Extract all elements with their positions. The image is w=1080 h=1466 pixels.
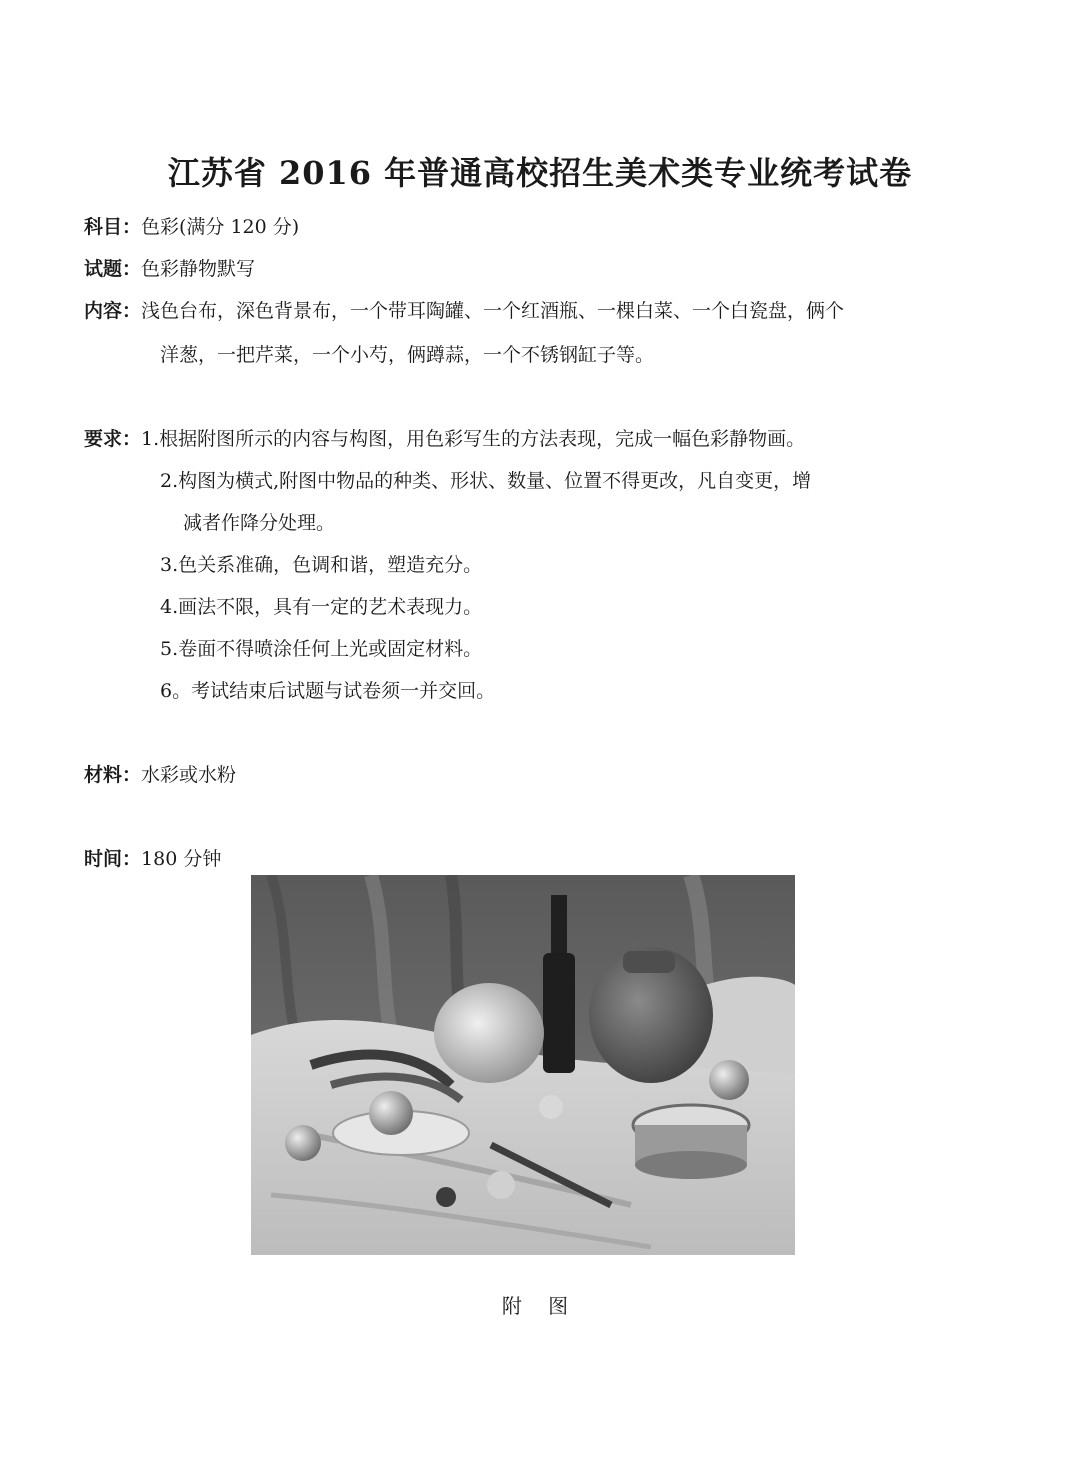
- requirements-row: [84, 426, 805, 452]
- content-row: [84, 298, 844, 324]
- page-title: 江苏省 2016 年普通高校招生美术类专业统考试卷: [167, 154, 913, 192]
- requirements-label: 要求：: [84, 428, 142, 450]
- content-label: 内容：: [84, 300, 142, 322]
- figure-caption: 附 图: [501, 1294, 579, 1318]
- materials-label: 材料：: [84, 764, 142, 786]
- time-row: [84, 846, 221, 872]
- subject-value: 色彩(满分 120 分): [141, 216, 300, 238]
- question-label: 试题：: [84, 258, 142, 280]
- question-row: [84, 256, 255, 282]
- requirement-item: 4.画法不限，具有一定的艺术表现力。: [160, 596, 483, 618]
- materials-value: 水彩或水粉: [141, 764, 237, 786]
- time-value: 180 分钟: [141, 848, 222, 870]
- materials-row: [84, 762, 236, 788]
- subject-row: [84, 214, 299, 240]
- content-line-2: 洋葱，一把芹菜，一个小芍，俩蹲蒜，一个不锈钢缸子等。: [160, 344, 655, 366]
- requirement-item: 减者作降分处理。: [183, 512, 336, 534]
- requirement-item: 2.构图为横式,附图中物品的种类、形状、数量、位置不得更改，凡自变更，增: [160, 470, 812, 492]
- requirement-item: 3.色关系准确，色调和谐，塑造充分。: [160, 554, 483, 576]
- subject-label: 科目：: [84, 216, 142, 238]
- still-life-figure-image: [251, 875, 795, 1255]
- requirement-item: 5.卷面不得喷涂任何上光或固定材料。: [160, 638, 483, 660]
- requirement-item: 6。考试结束后试题与试卷须一并交回。: [160, 680, 496, 702]
- question-value: 色彩静物默写: [141, 258, 256, 280]
- content-line-1: 浅色台布，深色背景布，一个带耳陶罐、一个红酒瓶、一棵白菜、一个白瓷盘，俩个: [141, 300, 845, 322]
- requirement-item: 1.根据附图所示的内容与构图，用色彩写生的方法表现，完成一幅色彩静物画。: [141, 428, 806, 450]
- time-label: 时间：: [84, 848, 142, 870]
